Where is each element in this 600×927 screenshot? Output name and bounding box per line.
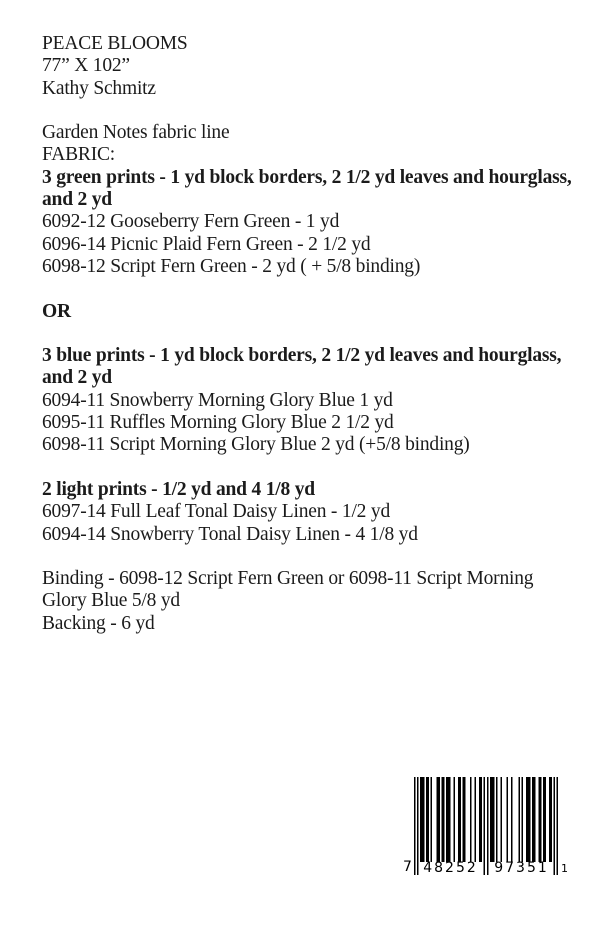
or-label: OR — [42, 300, 71, 322]
spacer — [42, 100, 572, 122]
barcode-digits-group2: 97351 — [494, 860, 549, 876]
fabric-requirements-text — [42, 33, 572, 635]
fabric-item-blue-1: 6094-11 Snowberry Morning Glory Blue 1 yd — [42, 389, 393, 411]
binding-info-line2: Glory Blue 5/8 yd — [42, 590, 180, 612]
fabric-item-blue-3: 6098-11 Script Morning Glory Blue 2 yd (+5/8 binding) — [42, 434, 470, 456]
green-option-heading-line2: and 2 yd — [42, 189, 112, 211]
fabric-item-light-2: 6094-14 Snowberry Tonal Daisy Linen - 4 1/8 yd — [42, 523, 418, 545]
spacer — [42, 546, 572, 568]
fabric-item-green-1: 6092-12 Gooseberry Fern Green - 1 yd — [42, 211, 340, 233]
barcode-digits-group1: 48252 — [423, 860, 478, 876]
designer-name: Kathy Schmitz — [42, 77, 156, 99]
pattern-dimensions: 77” X 102” — [42, 55, 130, 77]
upc-barcode — [404, 777, 572, 875]
backing-info: Backing - 6 yd — [42, 612, 155, 634]
fabric-item-light-1: 6097-14 Full Leaf Tonal Daisy Linen - 1/2 yd — [42, 501, 390, 523]
barcode-digit-right: 1 — [561, 862, 568, 875]
fabric-item-blue-2: 6095-11 Ruffles Morning Glory Blue 2 1/2 yd — [42, 412, 394, 434]
barcode-digit-left: 7 — [403, 859, 412, 875]
spacer — [42, 457, 572, 479]
fabric-collection-name: Garden Notes fabric line — [42, 122, 230, 144]
light-option-heading: 2 light prints - 1/2 yd and 4 1/8 yd — [42, 478, 315, 500]
spacer — [42, 323, 572, 345]
pattern-title: PEACE BLOOMS — [42, 33, 188, 54]
green-option-heading-line1: 3 green prints - 1 yd block borders, 2 1/2 yd leaves and hourglass, — [42, 166, 572, 188]
spacer — [42, 278, 572, 300]
blue-option-heading-line2: and 2 yd — [42, 367, 112, 389]
blue-option-heading-line1: 3 blue prints - 1 yd block borders, 2 1/2 yd leaves and hourglass, — [42, 345, 562, 367]
binding-info-line1: Binding - 6098-12 Script Fern Green or 6098-11 Script Morning — [42, 568, 534, 590]
fabric-label: FABRIC: — [42, 144, 116, 166]
fabric-item-green-3: 6098-12 Script Fern Green - 2 yd ( + 5/8 binding) — [42, 255, 421, 277]
fabric-item-green-2: 6096-14 Picnic Plaid Fern Green - 2 1/2 yd — [42, 233, 371, 255]
